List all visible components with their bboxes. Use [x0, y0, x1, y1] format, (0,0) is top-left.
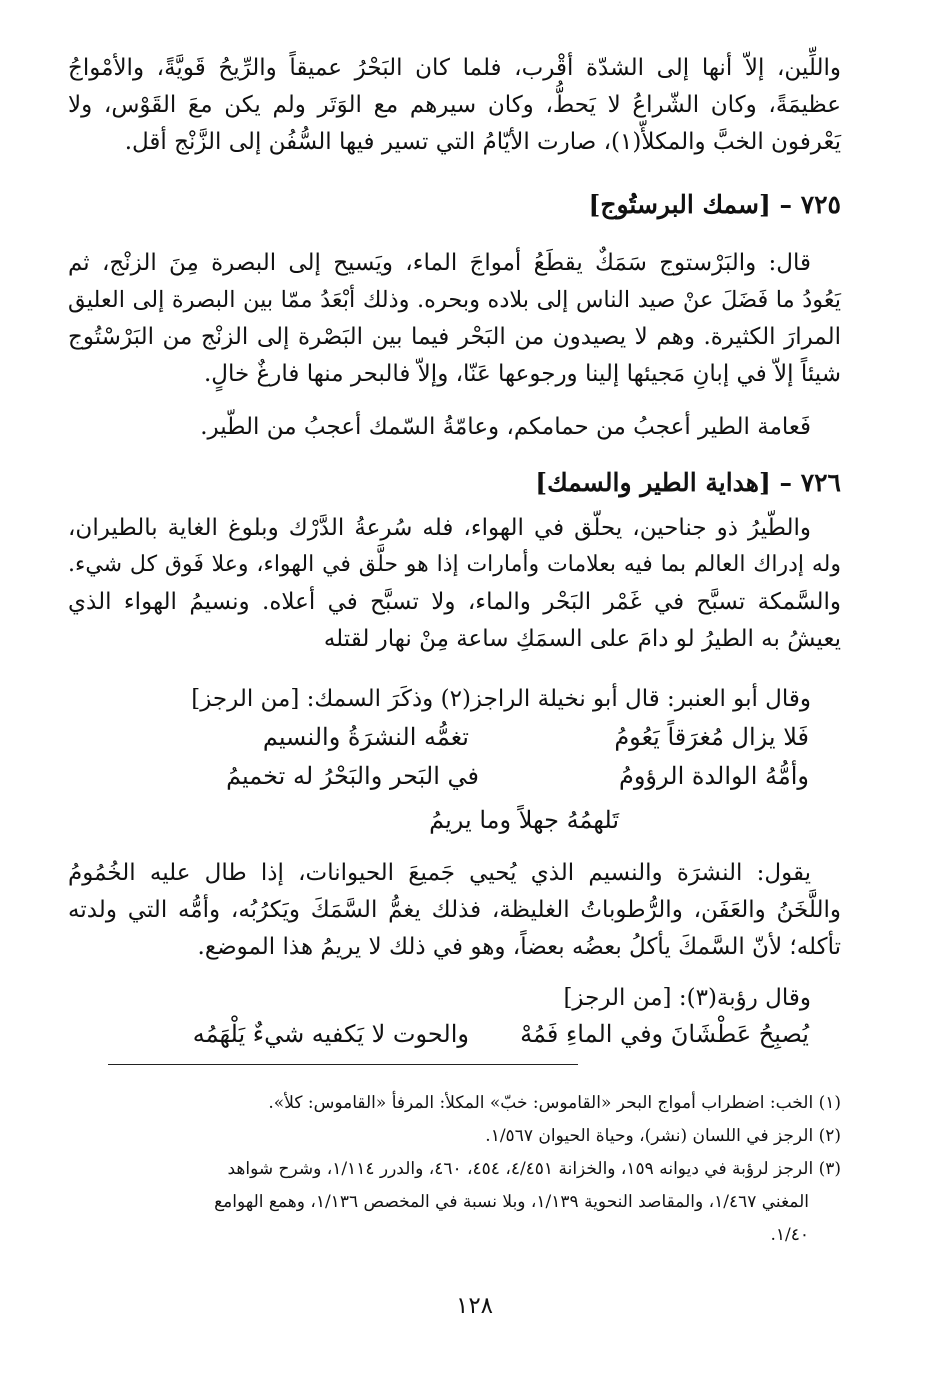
paragraph-line: المرارَ الكثيرة. وهم لا يصيدون من البَحْر فيما بين البَصْرة إلى الزنْج من البَرْسْتُوج — [68, 324, 841, 350]
verse-hemistich-left: يُصبِحُ عَطْشَانَ وفي الماءِ فَمُهْ — [520, 1020, 809, 1048]
paragraph-line: يَعُودُ ما فَضَلَ عنْ صيد الناس إلى بلاده وبحره. وذلك أبْعَدُ ممّا بين البصرة إلى العليق — [68, 287, 841, 313]
paragraph-line: تأكله؛ لأنّ السَّمكَ يأكلُ بعضُه بعضاً، وهو في ذلك لا يريمُ هذا الموضع. — [197, 934, 841, 960]
footnote-continuation: ١/٤٠. — [770, 1225, 809, 1245]
paragraph-line: يعيشُ به الطيرُ لو دامَ على السمَكِ ساعة مِنْ نهار لقتله — [323, 626, 841, 652]
verse-intro: وقال رؤبة(٣): [من الرجز] — [563, 985, 811, 1011]
footnote-separator — [108, 1064, 578, 1065]
paragraph-line: شيئاً إلاّ في إبانِ مَجيئها إلينا ورجوعها عَنّا، وإلاّ فالبحر منها فارغٌ خالٍ. — [204, 361, 841, 387]
paragraph-line: قال: والبَرْستوج سَمَكٌ يقطَعُ أمواجَ الماء، ويَسيح إلى البصرة مِنَ الزنْج، ثم — [68, 250, 811, 276]
footnote: (٢) الرجز في اللسان (نشر)، وحياة الحيوان ١/٥٦٧. — [485, 1126, 841, 1146]
verse-hemistich-right: تغمُّه النشرَةُ والنسيم — [262, 723, 469, 751]
paragraph-line: يَعْرفون الخبَّ والمكلأّ(١)، صارت الأيّامُ التي تسير فيها السُّفُن إلى الزَّنْج أقل. — [124, 129, 841, 155]
verse-hemistich-right: في البَحر والبَحْرُ له تخميمُ — [226, 762, 479, 790]
footnote-continuation: المغني ١/٤٦٧، والمقاصد النحوية ١/١٣٩، وبلا نسبة في المخصص ١/١٣٦، وهمع الهوامع — [214, 1192, 809, 1212]
section-heading-725: ٧٢٥ – [سمك البرستُوج] — [588, 190, 841, 219]
paragraph-line: عظيمَةً، وكان الشّراعُ لا يَحطُّ، وكان سيرهم مع الوَتَر ولم يكن معَ القَوْس، ولا — [68, 92, 841, 118]
verse-hemistich-center: تَلهمُهُ جهلاً وما يريمُ — [429, 806, 619, 834]
verse-hemistich-right: والحوت لا يَكفيه شيءٌ يَلْهَمُه — [192, 1020, 469, 1048]
section-heading-726: ٧٢٦ – [هداية الطير والسمك] — [535, 468, 841, 497]
paragraph-line: وله إدراك العالم بما فيه بعلامات وأمارات إذا هو حلَّق في الهواء، وعلا فَوق كل شيء. — [68, 552, 841, 577]
paragraph-line: واللِّين، إلاّ أنها إلى الشدّة أقْرب، فلما كان البَحْرُ عميقاً والرِّيحُ قَويَّةً، والأمْواجُ — [68, 55, 841, 81]
page-number: ١٢٨ — [455, 1293, 494, 1319]
footnote: (١) الخب: اضطراب أمواج البحر «القاموس: خبّ» المكلأ: المرفأ «القاموس: كلأ». — [268, 1093, 841, 1113]
paragraph-line: فَعامة الطير أعجبُ من حمامكم، وعامّةُ السّمك أعجبُ من الطّير. — [200, 414, 811, 440]
footnote: (٣) الرجز لرؤبة في ديوانه ١٥٩، والخزانة ٤/٤٥١، ٤٥٤، ٤٦٠، والدرر ١/١١٤، وشرح شواهد — [227, 1159, 841, 1179]
paragraph-line: والسَّمكة تسبَّح في غَمْر البَحْر والماء، ولا تسبَّح في أعلاه. ونسيمُ الهواء الذي — [68, 589, 841, 615]
paragraph-line: يقول: النشرَة والنسيم الذي يُحيي جَميعَ الحيوانات، إذا طال عليه الخُمُومُ — [68, 860, 811, 886]
paragraph-line: والطّيرُ ذو جناحين، يحلّق في الهواء، فله سُرعةُ الدَّرْك وبلوغ الغاية بالطيران، — [68, 515, 811, 541]
verse-hemistich-left: فَلا يزال مُغرَقاً يَعُومُ — [614, 723, 809, 751]
verse-hemistich-left: وأمُّهُ الوالدة الرؤومُ — [618, 762, 809, 790]
paragraph-line: واللَّخَنُ والعَفَن، والرُّطوباتُ الغليظة، فذلك يغمُّ السَّمَكَ ويَكرُبُه، وأمُّه التي ولدته — [68, 897, 841, 923]
verse-intro: وقال أبو العنبر: قال أبو نخيلة الراجز(٢) وذكَرَ السمك: [من الرجز] — [191, 686, 811, 712]
